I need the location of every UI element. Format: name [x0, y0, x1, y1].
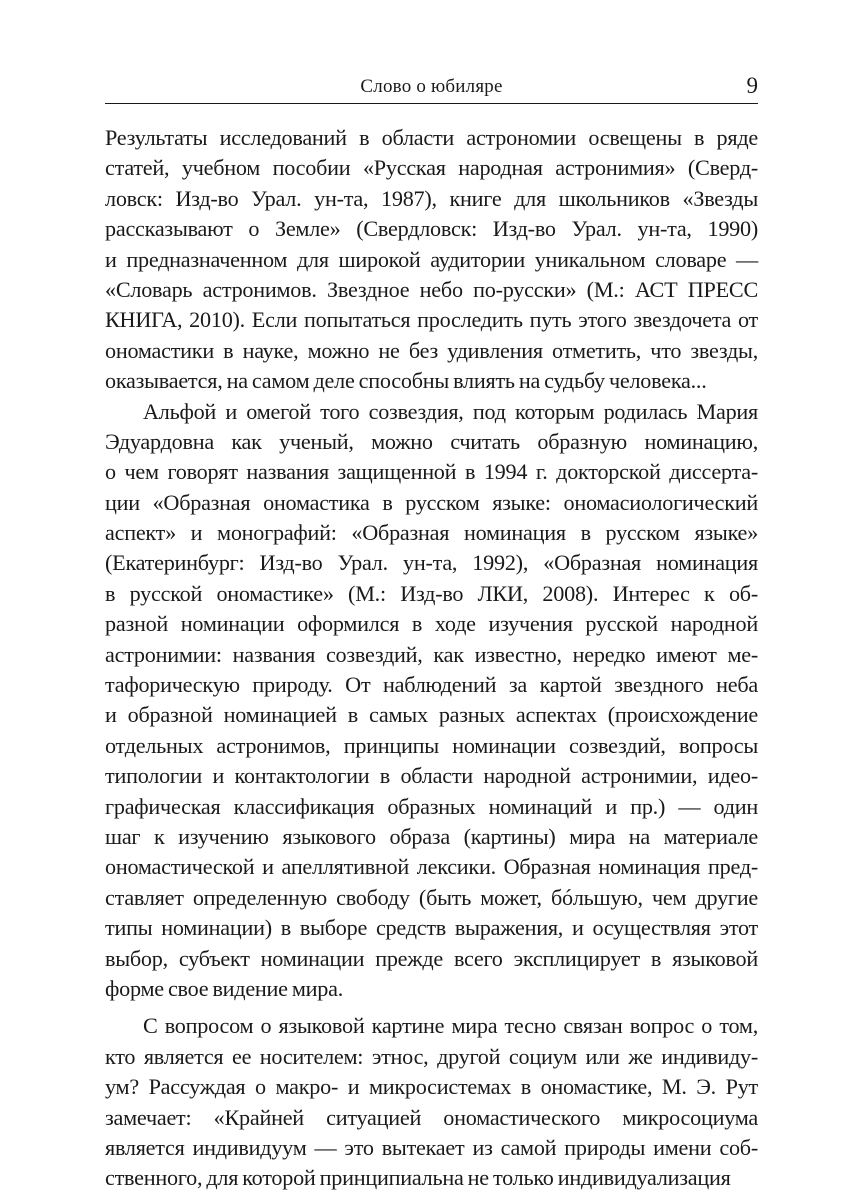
paragraph-gap — [105, 1004, 758, 1011]
text-line: графическая классификация образных номинаций и пр.) — один — [105, 793, 758, 819]
text-line: статей, учебном пособии «Русская народная астронимия» (Сверд- — [105, 155, 758, 181]
text-line: ловск: Изд-во Урал. ун-та, 1987), книге для школьников «Звезды — [105, 185, 758, 211]
text-line: тафорическую природу. От наблюдений за картой звездного неба — [105, 672, 758, 698]
text-line: Эдуардовна как ученый, можно считать образную номинацию, — [105, 428, 758, 454]
text-line: ственного, для которой принципиальна не только индивидуализация — [105, 1165, 731, 1191]
text-line: замечает: «Крайней ситуацией ономастического микросоциума — [105, 1104, 758, 1130]
text-line: С вопросом о языковой картине мира тесно связан вопрос о том, — [143, 1013, 758, 1039]
running-head — [105, 72, 758, 102]
text-line: аспект» и монографий: «Образная номинация в русском языке» — [105, 520, 758, 546]
text-line: отдельных астронимов, принципы номинации созвездий, вопросы — [105, 732, 758, 758]
text-line: ставляет определенную свободу (быть может, бóльшую, чем другие — [105, 884, 758, 910]
text-line: астронимии: названия созвездий, как известно, нередко имеют ме- — [105, 641, 758, 667]
text-line: оказывается, на самом деле способны влиять на судьбу человека... — [105, 368, 707, 394]
text-line: типы номинации) в выборе средств выражения, и осуществляя этот — [105, 915, 758, 941]
text-line: (Екатеринбург: Изд-во Урал. ун-та, 1992), «Образная номинация — [105, 550, 758, 576]
text-line: рассказывают о Земле» (Свердловск: Изд-во Урал. ун-та, 1990) — [105, 216, 758, 242]
text-line: кто является ее носителем: этнос, другой социум или же индивиду- — [105, 1043, 758, 1069]
text-line: и образной номинацией в самых разных аспектах (происхождение — [105, 702, 758, 728]
text-line: форме свое видение мира. — [105, 975, 344, 1001]
page-number: 9 — [746, 73, 758, 98]
text-line: КНИГА, 2010). Если попытаться проследить путь этого звездочета от — [105, 307, 758, 333]
paragraph — [105, 1011, 758, 1193]
text-line: и предназначенном для широкой аудитории уникальном словаре — — [105, 246, 758, 272]
running-title: Слово о юбиляре — [360, 76, 503, 97]
text-line: «Словарь астронимов. Звездное небо по-русски» (М.: АСТ ПРЕСС — [105, 276, 758, 302]
body-text — [105, 123, 758, 1194]
text-line: ономастики в науке, можно не без удивления отметить, что звезды, — [105, 337, 758, 363]
text-line: Альфой и омегой того созвездия, под которым родилась Мария — [143, 398, 758, 424]
text-line: ции «Образная ономастика в русском языке: ономасиологический — [105, 489, 758, 515]
text-line: ономастической и апеллятивной лексики. Образная номинация пред- — [105, 854, 758, 880]
paragraph — [105, 397, 758, 1005]
text-line: Результаты исследований в области астрономии освещены в ряде — [105, 125, 758, 150]
text-line: шаг к изучению языкового образа (картины) мира на материале — [105, 823, 758, 849]
header-rule — [105, 103, 758, 104]
text-line: ум? Рассуждая о макро- и микросистемах в ономастике, М. Э. Рут — [105, 1074, 758, 1100]
text-line: разной номинации оформился в ходе изучения русской народной — [105, 611, 758, 637]
text-line: является индивидуум — это вытекает из самой природы имени соб- — [105, 1134, 758, 1160]
paragraph — [105, 123, 758, 397]
text-line: типологии и контактологии в области народной астронимии, идео- — [105, 763, 758, 789]
text-line: выбор, субъект номинации прежде всего эксплицирует в языковой — [105, 945, 758, 971]
text-line: о чем говорят названия защищенной в 1994 г. докторской диссерта- — [105, 459, 758, 485]
text-line: в русской ономастике» (М.: Изд-во ЛКИ, 2008). Интерес к об- — [105, 580, 758, 606]
